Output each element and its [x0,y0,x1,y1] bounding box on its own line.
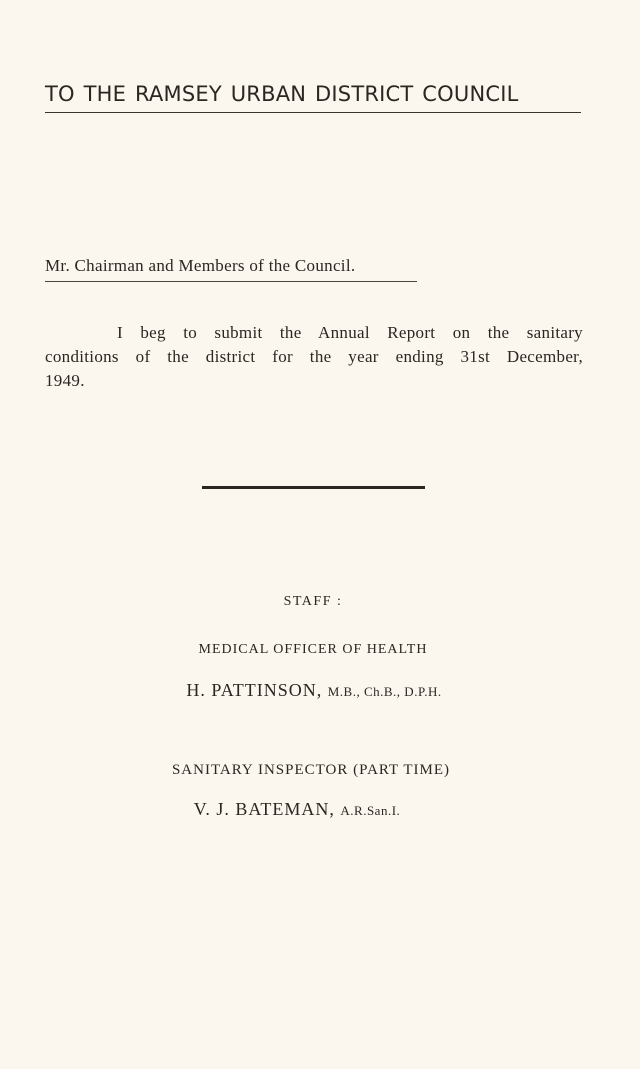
section-divider [202,486,425,489]
medical-officer-qualifications: M.B., Ch.B., D.P.H. [327,684,442,699]
document-heading: TO THE RAMSEY URBAN DISTRICT COUNCIL [45,82,519,106]
medical-officer-role: MEDICAL OFFICER OF HEALTH [198,642,428,657]
sanitary-inspector-name: V. J. BATEMAN, [193,799,335,819]
body-line-1: I beg to submit the Annual Report on the sanitary [117,323,583,342]
medical-officer-entry [0,680,634,701]
staff-title: STAFF : [283,594,343,609]
body-line-3: 1949. [45,371,85,390]
body-line-2: conditions of the district for the year ending 31st December, [45,347,583,366]
medical-officer-name: H. PATTINSON, [186,680,323,700]
heading-underline [45,112,581,113]
body-paragraph [45,321,583,393]
sanitary-inspector-entry [0,799,617,820]
salutation-underline [45,281,417,282]
salutation: Mr. Chairman and Members of the Council. [45,256,356,275]
sanitary-inspector-role: SANITARY INSPECTOR (PART TIME) [171,762,451,778]
sanitary-inspector-qualifications: A.R.San.I. [340,803,401,818]
